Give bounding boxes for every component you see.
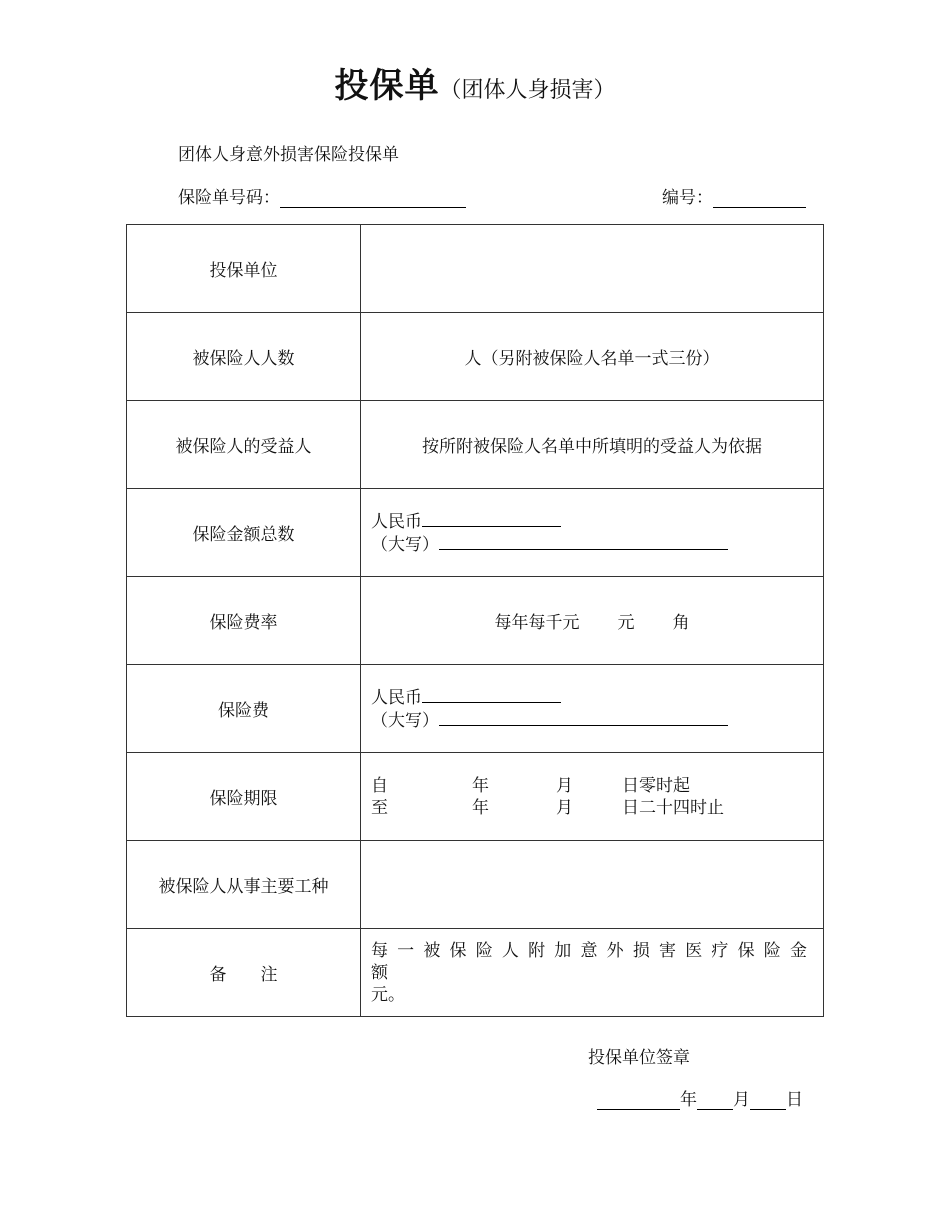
period-from <box>371 775 815 797</box>
policy-number-label: 保险单号码： <box>178 188 280 208</box>
premium-field[interactable] <box>361 665 824 753</box>
sum-insured-field[interactable] <box>361 489 824 577</box>
from-year: 年 <box>472 775 489 796</box>
premium-rate-field[interactable] <box>361 577 824 665</box>
from-suffix: 日零时起 <box>622 775 690 796</box>
to-year: 年 <box>472 797 489 818</box>
capital-line <box>371 709 815 732</box>
remarks-body: 每一被保险人附加意外损害医疗保险金额 <box>371 940 815 983</box>
table-row <box>127 665 824 753</box>
capital-label: （大写） <box>371 710 439 731</box>
rmb-label: 人民币 <box>371 511 422 532</box>
table-row <box>127 489 824 577</box>
serial-number-field <box>662 183 806 208</box>
rmb-blank[interactable] <box>422 686 561 703</box>
capital-blank[interactable] <box>439 709 728 726</box>
rate-jiao: 角 <box>672 613 690 633</box>
to-month: 月 <box>556 797 573 818</box>
title-subtitle: （团体人身损害） <box>439 78 616 103</box>
month-blank[interactable] <box>697 1091 733 1110</box>
rmb-line <box>371 686 815 709</box>
from-prefix: 自 <box>371 775 388 796</box>
rmb-blank[interactable] <box>422 510 561 527</box>
row-label: 保险费 <box>127 665 361 753</box>
sign-date <box>597 1085 803 1110</box>
occupation-field[interactable] <box>361 841 824 929</box>
remarks-end: 元。 <box>371 984 405 1005</box>
row-label: 保险金额总数 <box>127 489 361 577</box>
to-prefix: 至 <box>371 797 388 818</box>
capital-line <box>371 533 815 556</box>
day-blank[interactable] <box>750 1091 786 1110</box>
remarks-field[interactable] <box>361 929 824 1017</box>
capital-label: （大写） <box>371 534 439 555</box>
year-blank[interactable] <box>597 1091 680 1110</box>
capital-blank[interactable] <box>439 533 728 550</box>
serial-number-label: 编号： <box>662 188 713 208</box>
document-title <box>0 58 950 107</box>
serial-number-blank[interactable] <box>713 189 806 208</box>
table-row <box>127 577 824 665</box>
row-label: 被保险人从事主要工种 <box>127 841 361 929</box>
row-label: 保险费率 <box>127 577 361 665</box>
application-form-table <box>126 224 824 1017</box>
rate-yuan: 元 <box>617 613 635 633</box>
policy-number-field <box>178 183 466 208</box>
row-label: 备 注 <box>127 929 361 1017</box>
table-row <box>127 929 824 1017</box>
insurance-period-field[interactable] <box>361 753 824 841</box>
period-to <box>371 797 815 819</box>
remarks-text <box>371 940 815 1006</box>
beneficiary-field: 按所附被保险人名单中所填明的受益人为依据 <box>361 401 824 489</box>
row-label: 被保险人的受益人 <box>127 401 361 489</box>
row-label: 保险期限 <box>127 753 361 841</box>
row-label: 投保单位 <box>127 225 361 313</box>
table-row <box>127 225 824 313</box>
rmb-label: 人民币 <box>371 687 422 708</box>
day-label: 日 <box>786 1090 803 1110</box>
applicant-unit-field[interactable] <box>361 225 824 313</box>
title-main: 投保单 <box>334 66 440 106</box>
form-name: 团体人身意外损害保险投保单 <box>178 145 399 165</box>
table-row <box>127 401 824 489</box>
insured-count-field[interactable]: 人（另附被保险人名单一式三份） <box>361 313 824 401</box>
year-label: 年 <box>680 1090 697 1110</box>
to-suffix: 日二十四时止 <box>622 797 724 818</box>
applicant-signature-label: 投保单位签章 <box>588 1048 690 1068</box>
from-month: 月 <box>556 775 573 796</box>
row-label: 被保险人人数 <box>127 313 361 401</box>
rmb-line <box>371 510 815 533</box>
table-row <box>127 313 824 401</box>
table-row <box>127 753 824 841</box>
rate-per-thousand: 每年每千元 <box>494 613 580 633</box>
table-row <box>127 841 824 929</box>
policy-number-blank[interactable] <box>280 189 466 208</box>
month-label: 月 <box>733 1090 750 1110</box>
